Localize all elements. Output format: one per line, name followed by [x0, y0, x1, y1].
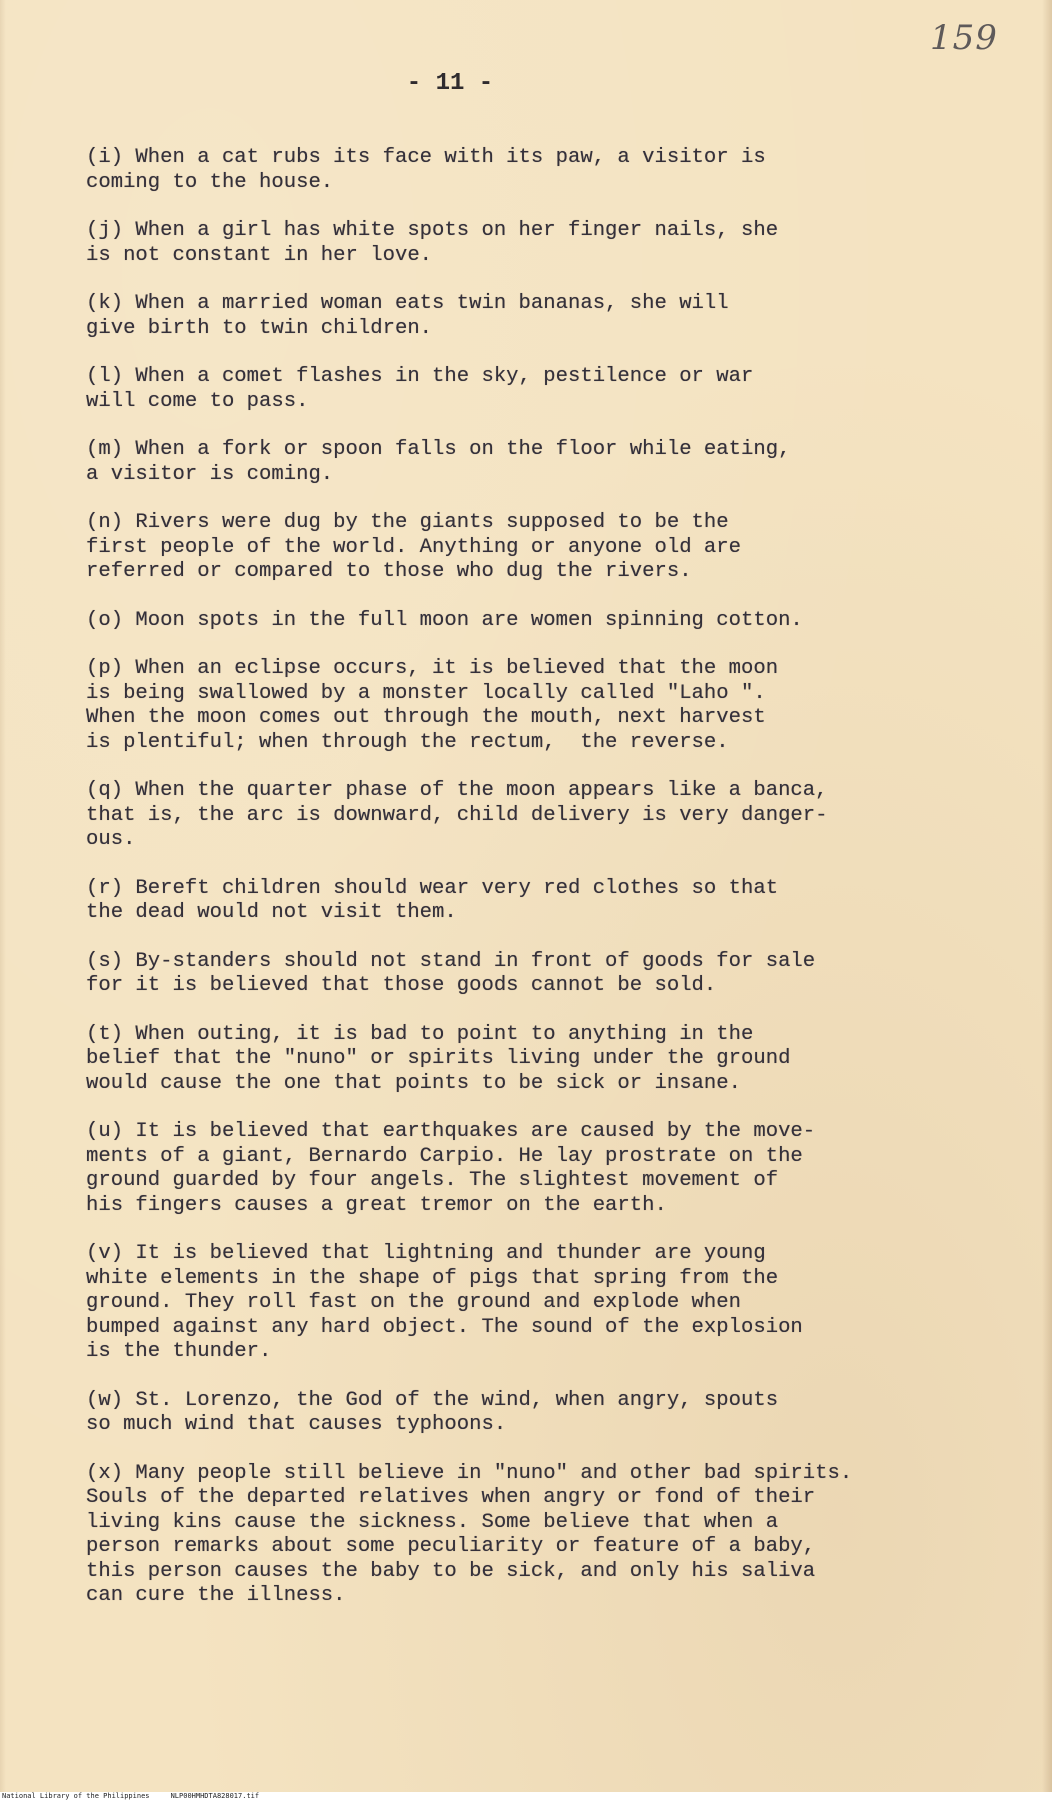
text-line: living kins cause the sickness. Some believe that when a: [86, 1510, 779, 1534]
list-item: [86, 511, 1016, 585]
text-line: ground guarded by four angels. The slightest movement of: [86, 1169, 779, 1192]
list-item: [86, 292, 1016, 341]
text-line: (m) When a fork or spoon falls on the floor while eating,: [86, 438, 791, 461]
text-line: for it is believed that those goods cannot be sold.: [86, 974, 717, 997]
text-line: is not constant in her love.: [86, 243, 433, 267]
text-line: is the thunder.: [86, 1340, 272, 1363]
text-line: bumped against any hard object. The sound of the explosion: [86, 1315, 803, 1339]
text-line: (q) When the quarter phase of the moon appears like a banca,: [86, 779, 828, 802]
text-line: Souls of the departed relatives when angry or fond of their: [86, 1486, 816, 1509]
text-line: (t) When outing, it is bad to point to anything in the: [86, 1022, 754, 1046]
text-line: (w) St. Lorenzo, the God of the wind, when angry, spouts: [86, 1388, 779, 1412]
text-line: (n) Rivers were dug by the giants supposed to be the: [86, 511, 729, 534]
list-item: [86, 609, 1016, 634]
text-line: a visitor is coming.: [86, 462, 334, 486]
text-line: (l) When a comet flashes in the sky, pestilence or war: [86, 365, 754, 388]
text-line: the dead would not visit them.: [86, 901, 457, 924]
text-line: (k) When a married woman eats twin bananas, she will: [86, 292, 729, 315]
text-line: (s) By-standers should not stand in front of goods for sale: [86, 949, 816, 973]
text-line: can cure the illness.: [86, 1584, 346, 1607]
text-line: white elements in the shape of pigs that spring from the: [86, 1266, 779, 1290]
superstitions-list: [86, 146, 1016, 1633]
footer-filename: NLP00HMHDTA828017.tif: [170, 1792, 260, 1800]
text-line: person remarks about some peculiarity or feature of a baby,: [86, 1535, 816, 1558]
text-line: (x) Many people still believe in "nuno" and other bad spirits.: [86, 1461, 853, 1485]
text-line: is plentiful; when through the rectum, the reverse.: [86, 730, 729, 754]
list-item: [86, 1242, 1016, 1365]
text-line: (i) When a cat rubs its face with its paw, a visitor is: [86, 146, 766, 169]
text-line: his fingers causes a great tremor on the earth.: [86, 1193, 667, 1217]
text-line: (u) It is believed that earthquakes are caused by the move-: [86, 1120, 816, 1143]
list-item: [86, 657, 1016, 755]
text-line: (p) When an eclipse occurs, it is believed that the moon: [86, 657, 779, 680]
text-line: so much wind that causes typhoons.: [86, 1413, 507, 1436]
list-item: [86, 1023, 1016, 1097]
list-item: [86, 779, 1016, 853]
text-line: (r) Bereft children should wear very red clothes so that: [86, 876, 779, 900]
text-line: (o) Moon spots in the full moon are women spinning cotton.: [86, 608, 803, 632]
text-line: is being swallowed by a monster locally called "Laho ".: [86, 681, 766, 705]
list-item: [86, 950, 1016, 999]
text-line: referred or compared to those who dug the rivers.: [86, 560, 692, 583]
list-item: [86, 365, 1016, 414]
text-line: ments of a giant, Bernardo Carpio. He lay prostrate on the: [86, 1144, 803, 1168]
text-line: When the moon comes out through the mouth, next harvest: [86, 706, 766, 729]
list-item: [86, 1120, 1016, 1218]
page-number: - 11 -: [406, 70, 494, 97]
text-line: ground. They roll fast on the ground and explode when: [86, 1291, 741, 1314]
text-line: (j) When a girl has white spots on her finger nails, she: [86, 219, 779, 242]
list-item: [86, 1389, 1016, 1438]
list-item: [86, 146, 1016, 195]
text-line: give birth to twin children.: [86, 316, 433, 340]
page-left-edge: [0, 0, 6, 1792]
footer-library: National Library of the Philippines: [2, 1792, 150, 1800]
page-right-edge: [1042, 0, 1052, 1792]
text-line: (v) It is believed that lightning and thunder are young: [86, 1242, 766, 1265]
list-item: [86, 877, 1016, 926]
text-line: will come to pass.: [86, 389, 309, 413]
list-item: [86, 1462, 1016, 1609]
text-line: belief that the "nuno" or spirits living under the ground: [86, 1047, 791, 1070]
text-line: first people of the world. Anything or anyone old are: [86, 535, 741, 559]
text-line: would cause the one that points to be sick or insane.: [86, 1071, 741, 1095]
handwritten-folio-number: 159: [930, 18, 998, 58]
text-line: that is, the arc is downward, child delivery is very danger-: [86, 803, 828, 827]
list-item: [86, 219, 1016, 268]
list-item: [86, 438, 1016, 487]
text-line: ous.: [86, 828, 136, 851]
scan-footer: [2, 1792, 259, 1800]
text-line: coming to the house.: [86, 170, 334, 194]
text-line: this person causes the baby to be sick, and only his saliva: [86, 1559, 816, 1583]
